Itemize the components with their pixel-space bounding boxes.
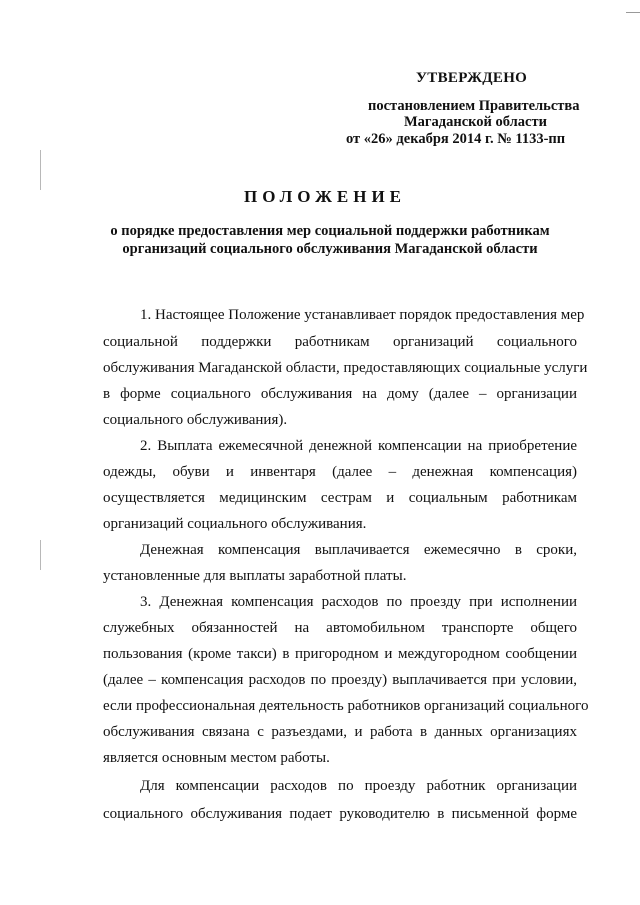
approval-line: Магаданской области (404, 114, 547, 130)
approval-line: от «26» декабря 2014 г. № 1133-пп (346, 131, 566, 147)
paragraph-line: 2. Выплата ежемесячной денежной компенсации на приобретение (140, 438, 577, 454)
paragraph-line: Для компенсации расходов по проезду работник организации (140, 778, 577, 794)
approval-title: УТВЕРЖДЕНО (416, 70, 528, 86)
document-title: ПОЛОЖЕНИЕ (244, 187, 406, 206)
paragraph-line: обслуживания связана с разъездами, и работа в данных организациях (103, 724, 577, 740)
paragraph-line: социального обслуживания). (103, 412, 288, 428)
paragraph-line: 3. Денежная компенсация расходов по проезду при исполнении (140, 594, 577, 610)
scan-artifact (40, 150, 41, 190)
paragraph-line: если профессиональная деятельность работников организаций социального (103, 698, 589, 714)
approval-line: постановлением Правительства (368, 98, 580, 114)
paragraph-line: осуществляется медицинским сестрам и социальным работникам (103, 490, 577, 506)
scan-artifact (626, 0, 640, 13)
paragraph-line: 1. Настоящее Положение устанавливает порядок предоставления мер (140, 307, 585, 323)
paragraph-line: социальной поддержки работникам организаций социального (103, 334, 577, 350)
document-subtitle: о порядке предоставления мер социальной поддержки работникам (110, 223, 550, 239)
paragraph-line: в форме социального обслуживания на дому (далее – организации (103, 386, 577, 402)
paragraph-line: одежды, обуви и инвентаря (далее – денежная компенсация) (103, 464, 577, 480)
paragraph-line: социального обслуживания подает руководителю в письменной форме (103, 806, 577, 822)
document-subtitle: организаций социального обслуживания Магаданской области (122, 241, 538, 257)
paragraph-line: установленные для выплаты заработной платы. (103, 568, 407, 584)
scan-artifact (40, 540, 41, 570)
paragraph-line: обслуживания Магаданской области, предоставляющих социальные услуги (103, 360, 588, 376)
paragraph-line: Денежная компенсация выплачивается ежемесячно в сроки, (140, 542, 577, 558)
paragraph-line: является основным местом работы. (103, 750, 330, 766)
paragraph-line: пользования (кроме такси) в пригородном и междугородном сообщении (103, 646, 577, 662)
paragraph-line: (далее – компенсация расходов по проезду) выплачивается при условии, (103, 672, 577, 688)
paragraph-line: служебных обязанностей на автомобильном транспорте общего (103, 620, 577, 636)
paragraph-line: организаций социального обслуживания. (103, 516, 367, 532)
